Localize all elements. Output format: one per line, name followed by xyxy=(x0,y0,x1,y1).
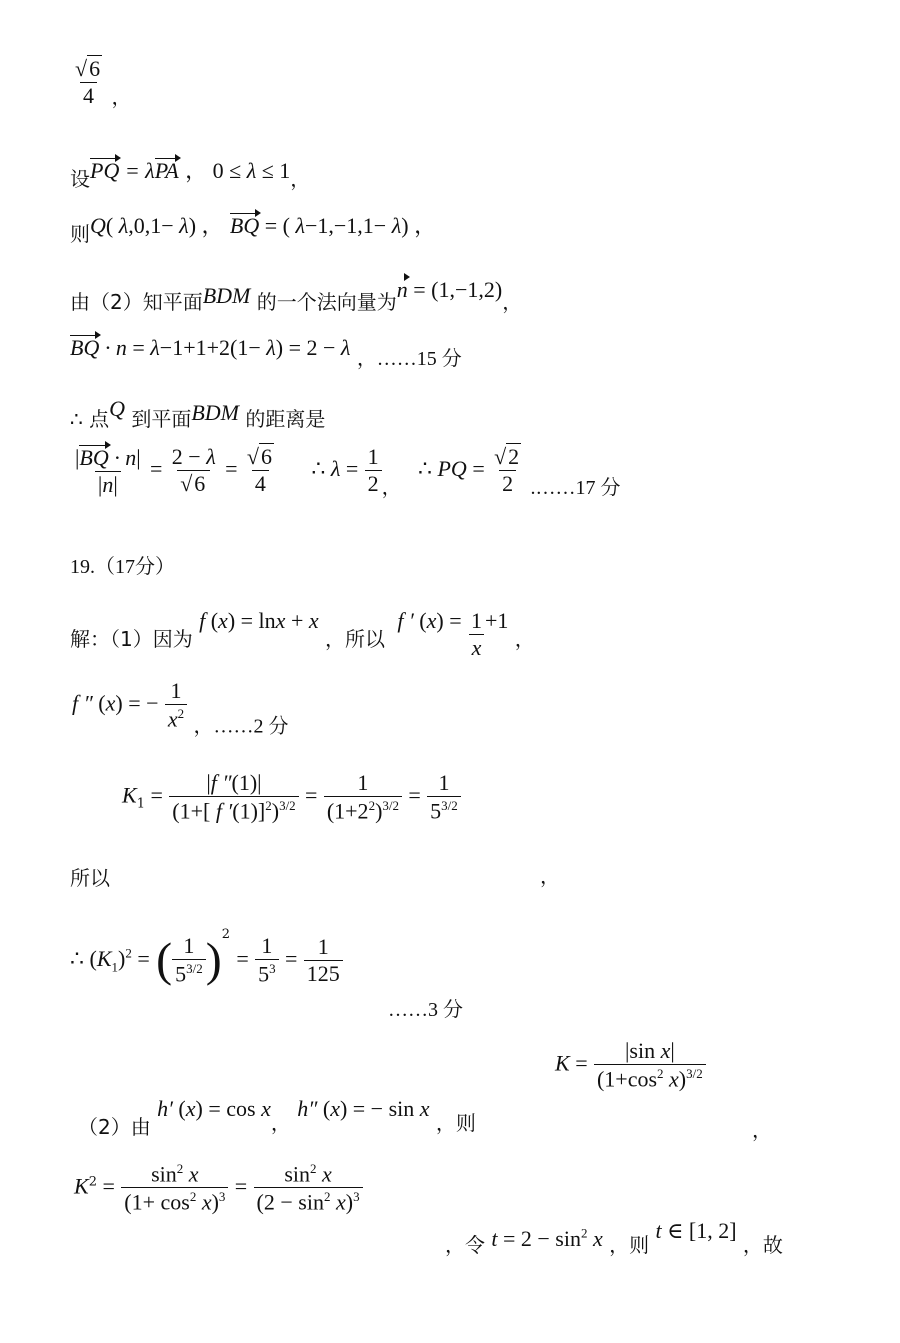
line-normal-vector: 由（2）知平面BDM 的一个法向量为n = (1,−1,2)， xyxy=(70,277,523,314)
label-suoyi: 所以 xyxy=(70,866,110,890)
line-k1-formula: $K_1$ = $\frac{|f ''(1)|}{(1+[ f '(1)]^2)^{3/2}}$ = $\frac{1}{(1+2^2)^{3/2}}$ = $\frac{1}{5^{3/2}}$ xyxy=(122,772,461,822)
line-k-squared: $K^2$ = $\frac{\sin^2 x}{(1+ \cos^2 x)^3}$ = $\frac{\sin^2 x}{(2 - \sin^2 x)^3}$ xyxy=(74,1162,363,1214)
line-distance-result: $\frac{|BQ \cdot n|}{|n|}$ = $\frac{2 - \lambda}{√6}$ = $\frac{√6}{4}$ ∴ λ = $\frac{1}{2}$ ， ∴ PQ = $\frac{√2}{2}$ .……17 分 xyxy=(75,444,621,499)
line-f-second-derivative: f ″ (x) = − $\frac{1}{x^2}$ ，……2 分 xyxy=(72,678,289,738)
line-dot-product: BQ · n = λ−1+1+2(1− λ) = 2 − λ ，……15 分 xyxy=(70,335,462,370)
line-q-coords: 则Q( λ,0,1− λ) ， BQ = ( λ−1,−1,1− λ) ， xyxy=(70,213,437,246)
frac-sqrt6-over-4-top: $\frac{√6}{4}$ ， xyxy=(75,56,132,109)
line-substitution: ，令 $t = 2 - \sin^2 x$ ，则 t ∈ [1, 2] ，故 xyxy=(445,1218,783,1257)
line-h-given: （2）由 h′ (x) = cos x， h″ (x) = − sin x ，则 xyxy=(78,1096,476,1139)
score-3: ……3 分 xyxy=(388,999,463,1021)
comma-after-k1: ， xyxy=(540,864,560,888)
line-distance-intro: ∴ 点Q 到平面BDM 的距离是 xyxy=(70,396,326,431)
problem-19-header: 19.（17分） xyxy=(70,556,175,578)
comma-after-k: ， xyxy=(752,1118,772,1142)
line-k1-squared: ∴ $(K_1)^2$ = ( $\frac{1}{5^{3/2}}$ )$^2$ = $\frac{1}{5^3}$ = $\frac{1}{125}$ xyxy=(70,928,343,986)
line-h-derivatives: K = $\frac{\text{|sin x|}}{(1+\cos^2 x)^{3/2}}$ xyxy=(555,1040,706,1090)
line-set-pq: 设PQ = λPA ， 0 ≤ λ ≤ 1， xyxy=(70,158,311,191)
line-f-derivative: 解：（1）因为 f (x) = lnx + x ，所以 f ′ (x) = $\frac{1}{x}$ +1 ， xyxy=(70,608,535,660)
